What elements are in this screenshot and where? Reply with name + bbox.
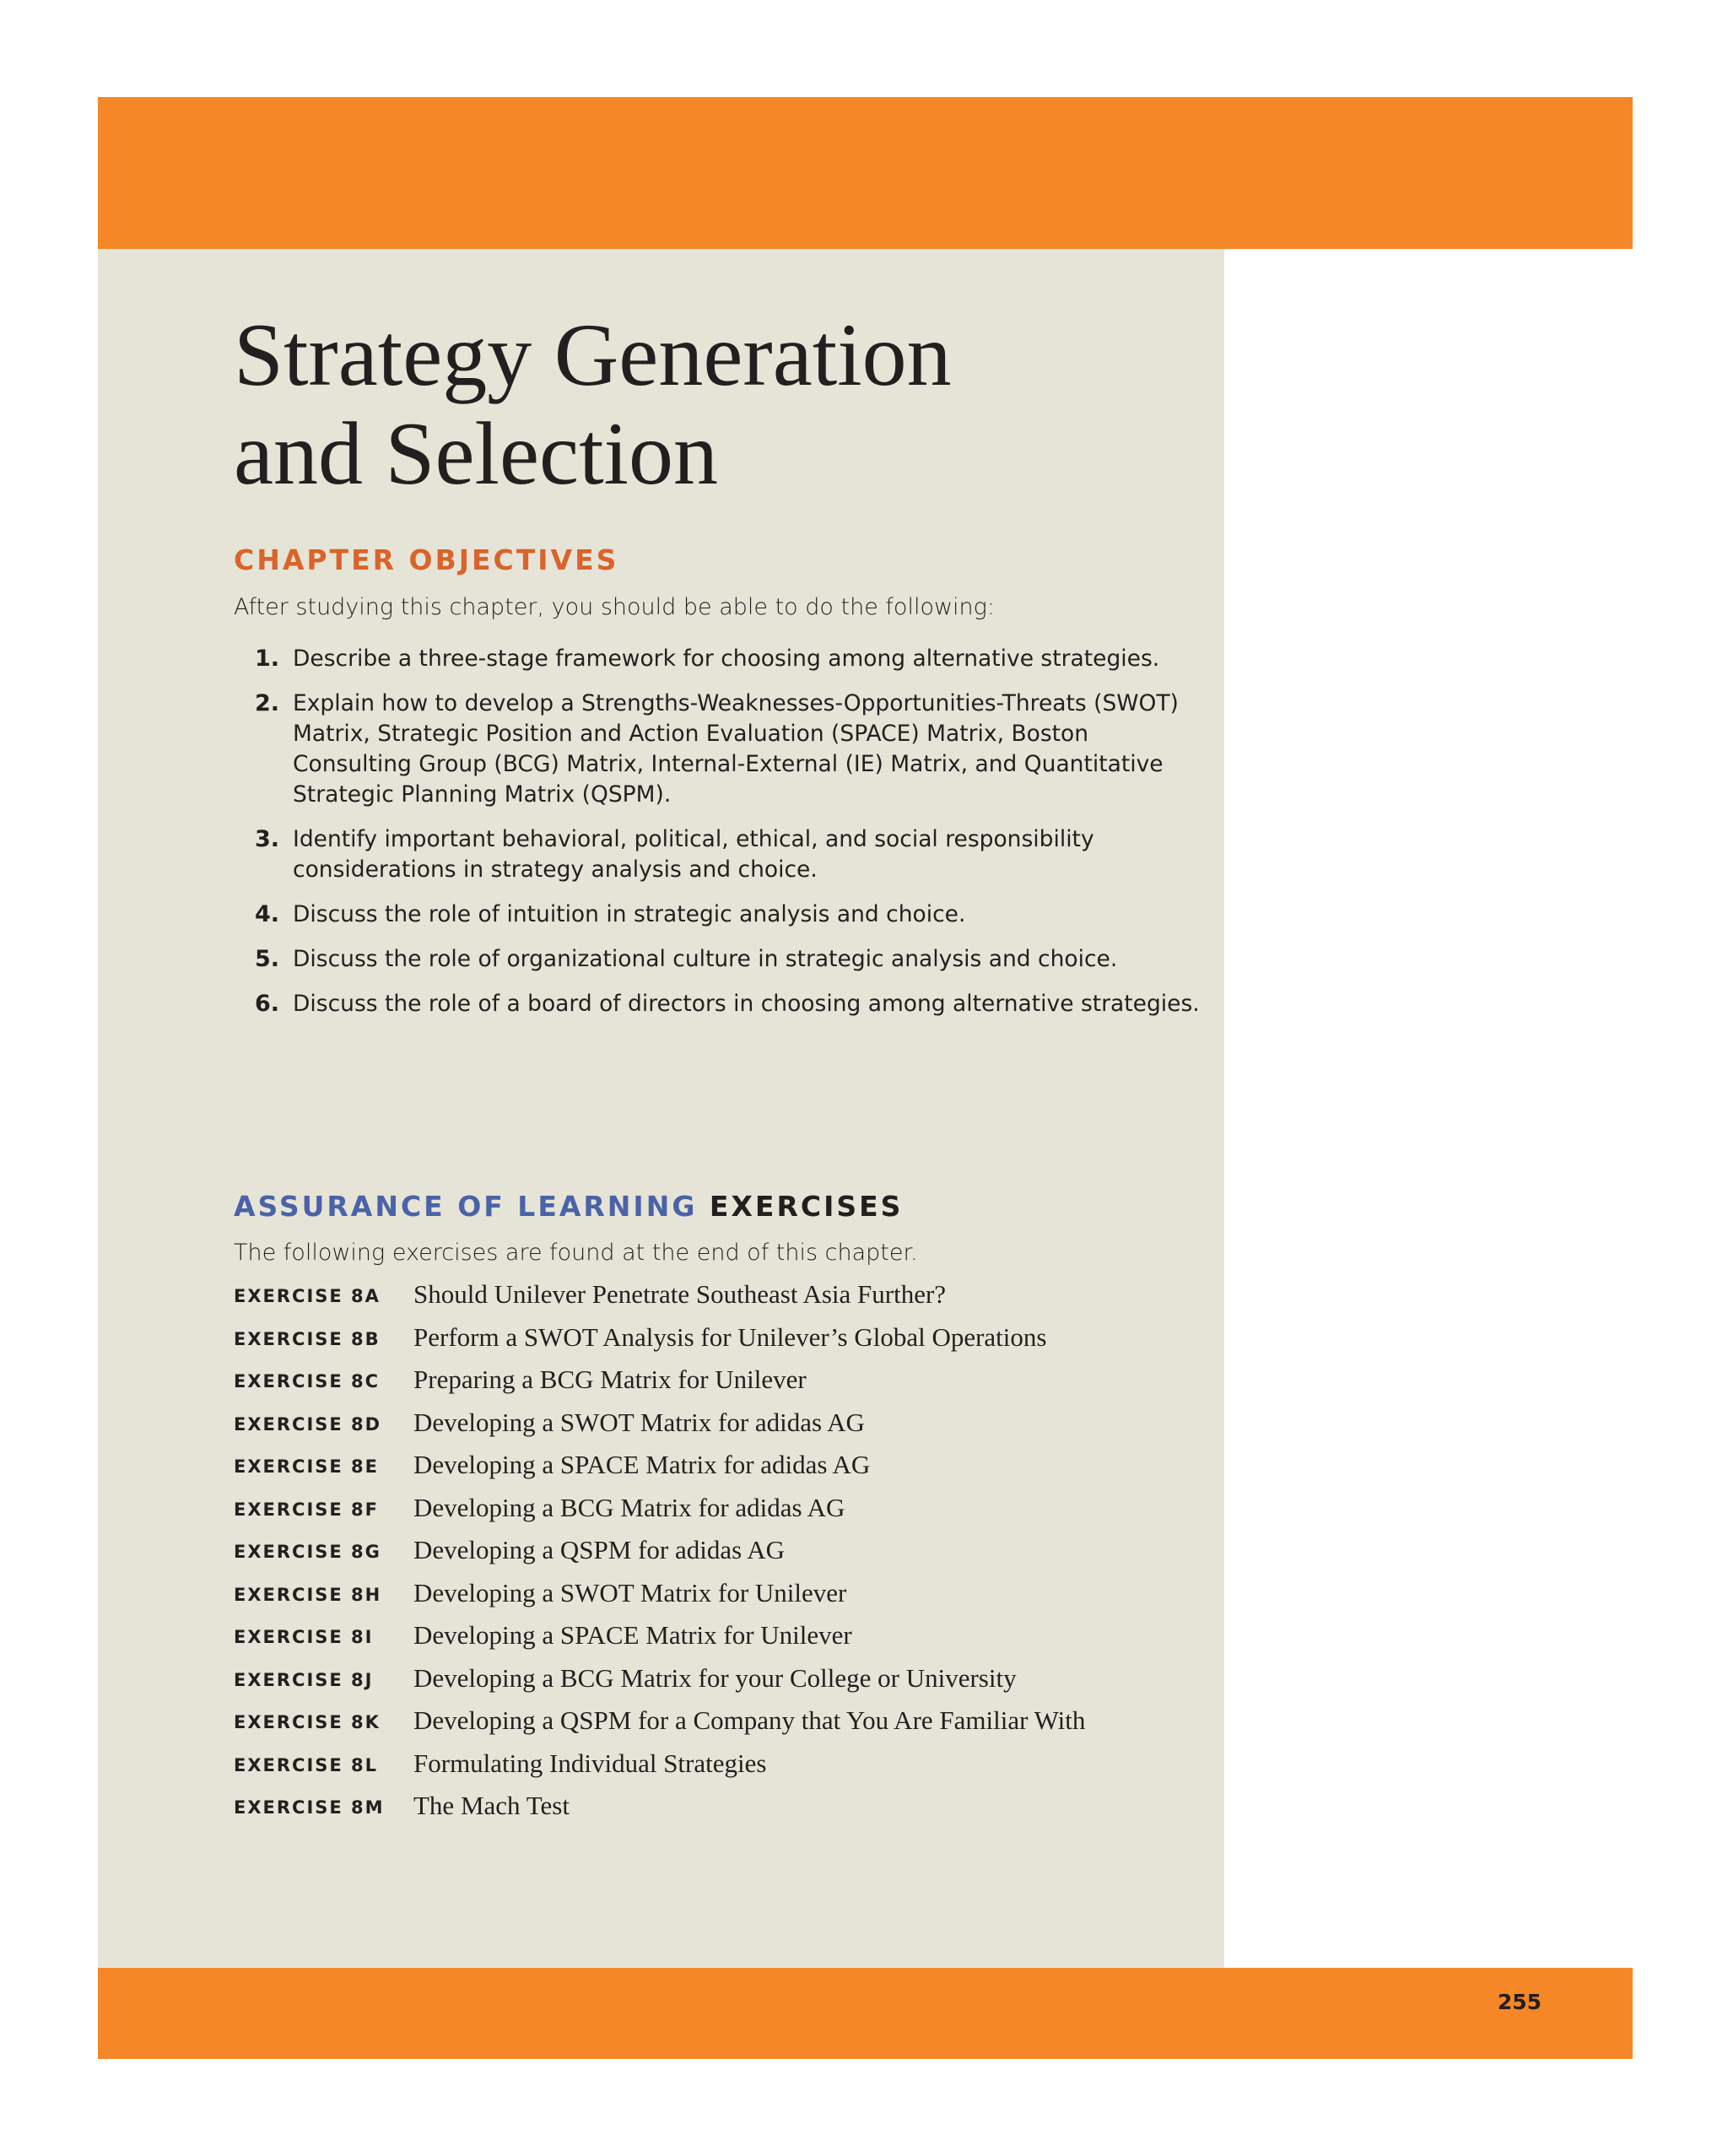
objective-text: Discuss the role of organizational culture in strategic analysis and choice. xyxy=(293,946,1118,972)
assurance-of-learning-heading xyxy=(234,1190,903,1224)
exercise-title: Developing a BCG Matrix for adidas AG xyxy=(413,1492,845,1522)
exercise-code: EXERCISE 8I xyxy=(234,1627,374,1647)
objective-text: Discuss the role of a board of directors in choosing among alternative strategies. xyxy=(293,991,1200,1017)
exercise-row xyxy=(234,1319,1204,1362)
objective-item xyxy=(253,689,1207,810)
page-number: 255 xyxy=(1497,1990,1542,2014)
objective-text: Explain how to develop a Strengths-Weaknesses-Opportunities-Threats (SWOT) Matrix, Strategic Position and Action Evaluation (SPACE) Matrix, Boston Consulting Group (BCG) Matrix, Internal-External (IE) Matrix, and Quantitative Strategic Planning Matrix (QSPM). xyxy=(293,690,1179,808)
exercise-row xyxy=(234,1702,1204,1745)
exercise-row xyxy=(234,1745,1204,1788)
objective-number: 5. xyxy=(255,946,280,972)
objectives-list xyxy=(253,644,1207,1034)
chapter-title-line1: Strategy Generation xyxy=(234,305,952,404)
exercise-row xyxy=(234,1446,1204,1489)
exercises-list xyxy=(234,1276,1204,1830)
exercise-code: EXERCISE 8F xyxy=(234,1499,380,1520)
exercise-row xyxy=(234,1489,1204,1532)
exercise-title: Preparing a BCG Matrix for Unilever xyxy=(413,1364,807,1394)
objective-text: Identify important behavioral, political, ethical, and social responsibility considerations in strategy analysis and choice. xyxy=(293,826,1094,883)
bottom-orange-band xyxy=(98,1968,1633,2059)
exercise-row xyxy=(234,1787,1204,1830)
top-orange-band xyxy=(98,97,1633,249)
objective-item xyxy=(253,944,1207,975)
objective-item xyxy=(253,824,1207,885)
exercise-title: Developing a SPACE Matrix for Unilever xyxy=(413,1620,852,1650)
objective-item xyxy=(253,900,1207,930)
objective-text: Discuss the role of intuition in strategic analysis and choice. xyxy=(293,901,966,927)
exercise-code: EXERCISE 8C xyxy=(234,1371,381,1391)
chapter-title xyxy=(234,305,1162,503)
objective-number: 6. xyxy=(255,991,280,1017)
exercise-row xyxy=(234,1276,1204,1319)
objectives-intro: After studying this chapter, you should be able to do the following: xyxy=(234,594,995,620)
assurance-heading-part1: ASSURANCE OF LEARNING xyxy=(234,1190,698,1223)
exercise-code: EXERCISE 8B xyxy=(234,1328,381,1349)
exercise-code: EXERCISE 8E xyxy=(234,1456,380,1477)
exercise-title: Developing a QSPM for a Company that You Are Familiar With xyxy=(413,1705,1086,1735)
exercise-title: Formulating Individual Strategies xyxy=(413,1748,767,1778)
exercise-row xyxy=(234,1404,1204,1447)
exercise-code: EXERCISE 8H xyxy=(234,1584,382,1605)
exercise-title: Should Unilever Penetrate Southeast Asia Further? xyxy=(413,1279,947,1309)
exercise-row xyxy=(234,1361,1204,1404)
assurance-heading-part2: EXERCISES xyxy=(709,1190,904,1223)
exercise-row xyxy=(234,1532,1204,1575)
exercise-code: EXERCISE 8L xyxy=(234,1754,379,1775)
exercise-code: EXERCISE 8G xyxy=(234,1542,381,1562)
exercise-row xyxy=(234,1617,1204,1660)
exercise-title: The Mach Test xyxy=(413,1791,570,1820)
objective-number: 2. xyxy=(255,690,280,716)
exercise-code: EXERCISE 8K xyxy=(234,1712,381,1732)
chapter-title-line2: and Selection xyxy=(234,404,718,503)
exercise-title: Developing a SWOT Matrix for Unilever xyxy=(413,1577,847,1608)
objective-number: 4. xyxy=(255,901,280,927)
exercise-title: Developing a SWOT Matrix for adidas AG xyxy=(413,1407,865,1437)
exercise-title: Developing a BCG Matrix for your College or University xyxy=(413,1662,1017,1693)
exercise-title: Developing a QSPM for adidas AG xyxy=(413,1535,785,1564)
chapter-objectives-heading: CHAPTER OBJECTIVES xyxy=(234,543,619,576)
exercise-title: Perform a SWOT Analysis for Unilever’s Global Operations xyxy=(413,1321,1047,1352)
exercise-row xyxy=(234,1575,1204,1618)
objective-number: 1. xyxy=(255,646,280,672)
objective-number: 3. xyxy=(255,826,280,852)
objective-item xyxy=(253,644,1207,674)
exercise-row xyxy=(234,1660,1204,1703)
exercise-code: EXERCISE 8D xyxy=(234,1413,382,1435)
exercise-code: EXERCISE 8A xyxy=(234,1286,381,1306)
objective-text: Describe a three-stage framework for choosing among alternative strategies. xyxy=(293,646,1160,672)
exercises-intro: The following exercises are found at the end of this chapter. xyxy=(234,1240,918,1266)
exercise-code: EXERCISE 8J xyxy=(234,1669,374,1690)
objective-item xyxy=(253,989,1207,1019)
exercise-title: Developing a SPACE Matrix for adidas AG xyxy=(413,1450,871,1479)
exercise-code: EXERCISE 8M xyxy=(234,1797,385,1818)
